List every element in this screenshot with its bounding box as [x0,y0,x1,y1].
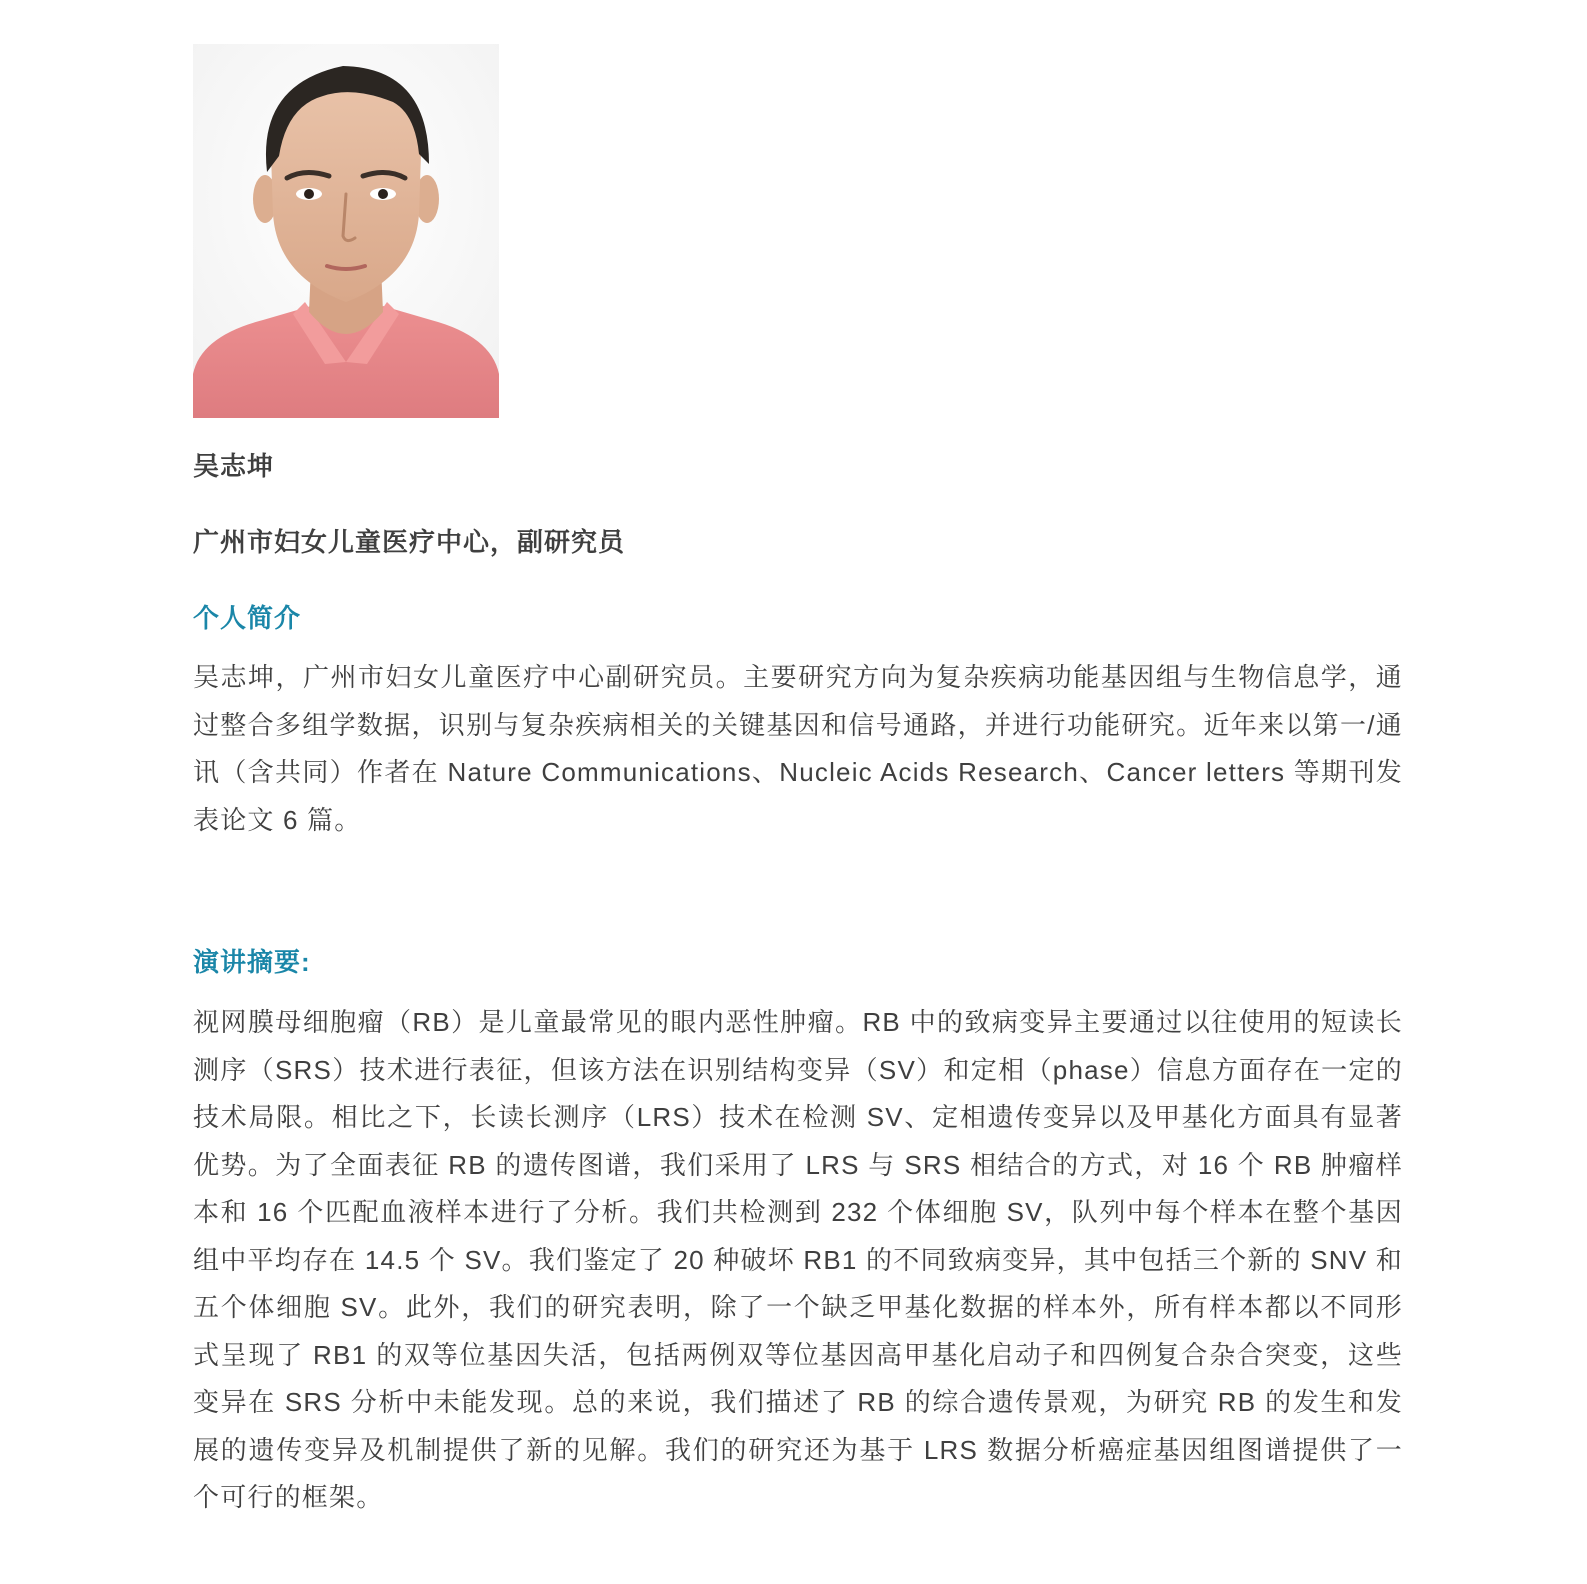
person-affiliation: 广州市妇女儿童医疗中心，副研究员 [193,527,626,557]
person-name: 吴志坤 [193,451,275,481]
portrait-photo [193,44,499,418]
bio-heading: 个人简介 [193,603,302,633]
abstract-text: 视网膜母细胞瘤（RB）是儿童最常见的眼内恶性肿瘤。RB 中的致病变异主要通过以往使用的短读长测序（SRS）技术进行表征，但该方法在识别结构变异（SV）和定相（phase）信息方面存在一定的技术局限。相比之下，长读长测序（LRS）技术在检测 SV、定相遗传变异以及甲基化方面具有显著优势。为了全面表征 RB 的遗传图谱，我们采用了 LRS 与 SRS 相结合的方式，对 16 个 RB 肿瘤样本和 16 个匹配血液样本进行了分析。我们共检测到 232 个体细胞 SV，队列中每个样本在整个基因组中平均存在 14.5 个 SV。我们鉴定了 20 种破坏 RB1 的不同致病变异，其中包括三个新的 SNV 和五个体细胞 SV。此外，我们的研究表明，除了一个缺乏甲基化数据的样本外，所有样本都以不同形式呈现了 RB1 的双等位基因失活，包括两例双等位基因高甲基化启动子和四例复合杂合突变，这些变异在 SRS 分析中未能发现。总的来说，我们描述了 RB 的综合遗传景观，为研究 RB 的发生和发展的遗传变异及机制提供了新的见解。我们的研究还为基于 LRS 数据分析癌症基因组图谱提供了一个可行的框架。 [193,1007,1403,1512]
abstract-heading: 演讲摘要: [193,947,311,977]
bio-text: 吴志坤，广州市妇女儿童医疗中心副研究员。主要研究方向为复杂疾病功能基因组与生物信息学，通过整合多组学数据，识别与复杂疾病相关的关键基因和信号通路，并进行功能研究。近年来以第一/通讯（含共同）作者在 Nature Communications、Nucleic Acids Research、Cancer letters 等期刊发表论文 6 篇。 [193,662,1403,835]
